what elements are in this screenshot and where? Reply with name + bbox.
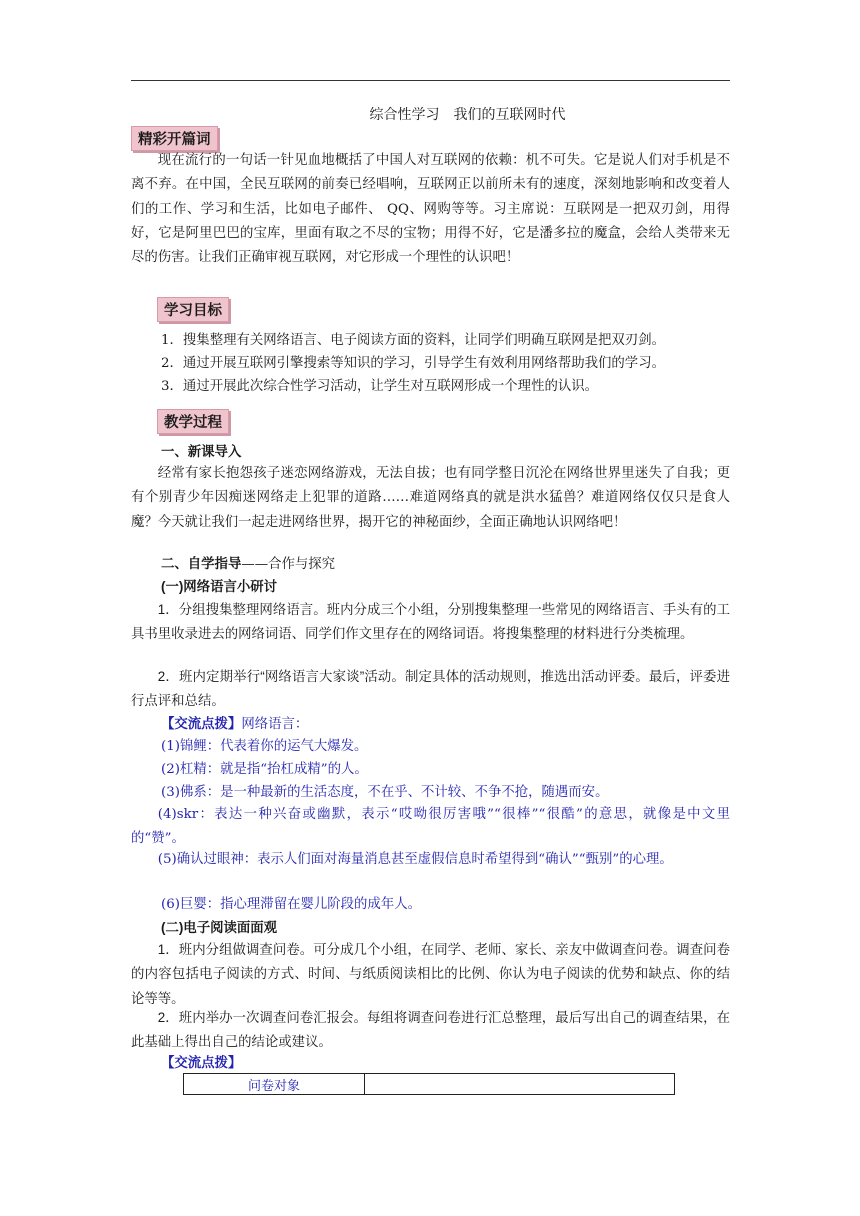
survey-table [183, 1073, 675, 1095]
body-paragraph: 1．班内分组做调查问卷。可分成几个小组，在同学、老师、家长、亲友中做调查问卷。调查问卷的内容包括电子阅读的方式、时间、与纸质阅读相比的比例、你认为电子阅读的优势和缺点、你的结论等等。 [131, 942, 730, 1006]
tip-item: (4)skr：表达一种兴奋或幽默，表示“哎呦很厉害哦”“很棒”“很酷”的意思，就像是中文里的“赞”。 [131, 807, 730, 847]
tip-intro: 网络语言： [241, 717, 309, 732]
body-paragraph: 2．班内定期举行“网络语言大家谈”活动。制定具体的活动规则，推选出活动评委。最后，评委进行点评和总结。 [131, 669, 730, 709]
header-rule [131, 80, 730, 81]
section-subtitle: ——合作与探究 [241, 557, 336, 572]
subsection-heading: (一)网络语言小研讨 [161, 579, 278, 594]
table-cell-label: 问卷对象 [184, 1074, 365, 1095]
body-paragraph: 2．班内举办一次调查问卷汇报会。每组将调查问卷进行汇总整理，最后写出自己的调查结果，在此基础上得出自己的结论或建议。 [131, 1010, 730, 1050]
tip-label: 【交流点拨】 [161, 1055, 242, 1070]
goal-item: 3．通过开展此次综合性学习活动，让学生对互联网形成一个理性的认识。 [161, 379, 599, 394]
table-row [184, 1074, 675, 1095]
tip-label: 【交流点拨】 [161, 716, 242, 731]
intro-paragraph: 经常有家长抱怨孩子迷恋网络游戏，无法自拔；也有同学整日沉沦在网络世界里迷失了自我；更有个别青少年因痴迷网络走上犯罪的道路……难道网络真的就是洪水猛兽？难道网络仅仅只是食人魔？今天就让我们一起走进网络世界，揭开它的神秘面纱，全面正确地认识网络吧！ [131, 466, 730, 530]
section-heading-self-study [161, 553, 730, 576]
tip-item: (2)杠精：就是指“抬杠成精”的人。 [161, 762, 368, 777]
tip-item: (6)巨婴：指心理滞留在婴儿阶段的成年人。 [161, 897, 421, 912]
section-tag-process: 教学过程 [157, 409, 229, 434]
tip-item: (1)锦鲤：代表着你的运气大爆发。 [161, 739, 368, 754]
section-heading: 一、新课导入 [161, 444, 242, 459]
body-paragraph: 1．分组搜集整理网络语言。班内分成三个小组，分别搜集整理一些常见的网络语言、手头有的工具书里收录进去的网络词语、同学们作文里存在的网络词语。将搜集整理的材料进行分类梳理。 [131, 602, 730, 642]
tip-heading [161, 713, 730, 736]
section-heading: 二、自学指导 [161, 556, 242, 571]
tip-item: (5)确认过眼神：表示人们面对海量消息甚至虚假信息时希望得到“确认”“甄别”的心理。 [157, 852, 673, 867]
tip-item: (3)佛系：是一种最新的生活态度，不在乎、不计较、不争不抢，随遇而安。 [161, 785, 609, 800]
opening-paragraph: 现在流行的一句话一针见血地概括了中国人对互联网的依赖：机不可失。它是说人们对手机是不离不弃。在中国，全民互联网的前奏已经唱响，互联网正以前所未有的速度，深刻地影响和改变着人们的工作、学习和生活，比如电子邮件、 QQ、网购等等。习主席说：互联网是一把双刃剑，用得好，它是阿里巴巴的宝库，里面有取之不尽的宝物；用得不好，它是潘多拉的魔盒，会给人类带来无尽的伤害。让我们正确审视互联网，对它形成一个理性的认识吧！ [131, 153, 730, 266]
goal-item: 1．搜集整理有关网络语言、电子阅读方面的资料，让同学们明确互联网是把双刃剑。 [161, 333, 665, 348]
page-title: 综合性学习 我们的互联网时代 [369, 107, 566, 123]
section-tag-opening: 精彩开篇词 [131, 126, 218, 151]
table-cell-value [365, 1074, 675, 1095]
subsection-heading: (二)电子阅读面面观 [161, 920, 278, 935]
section-tag-goals: 学习目标 [157, 297, 229, 322]
goal-item: 2．通过开展互联网引擎搜索等知识的学习，引导学生有效利用网络帮助我们的学习。 [161, 356, 665, 371]
